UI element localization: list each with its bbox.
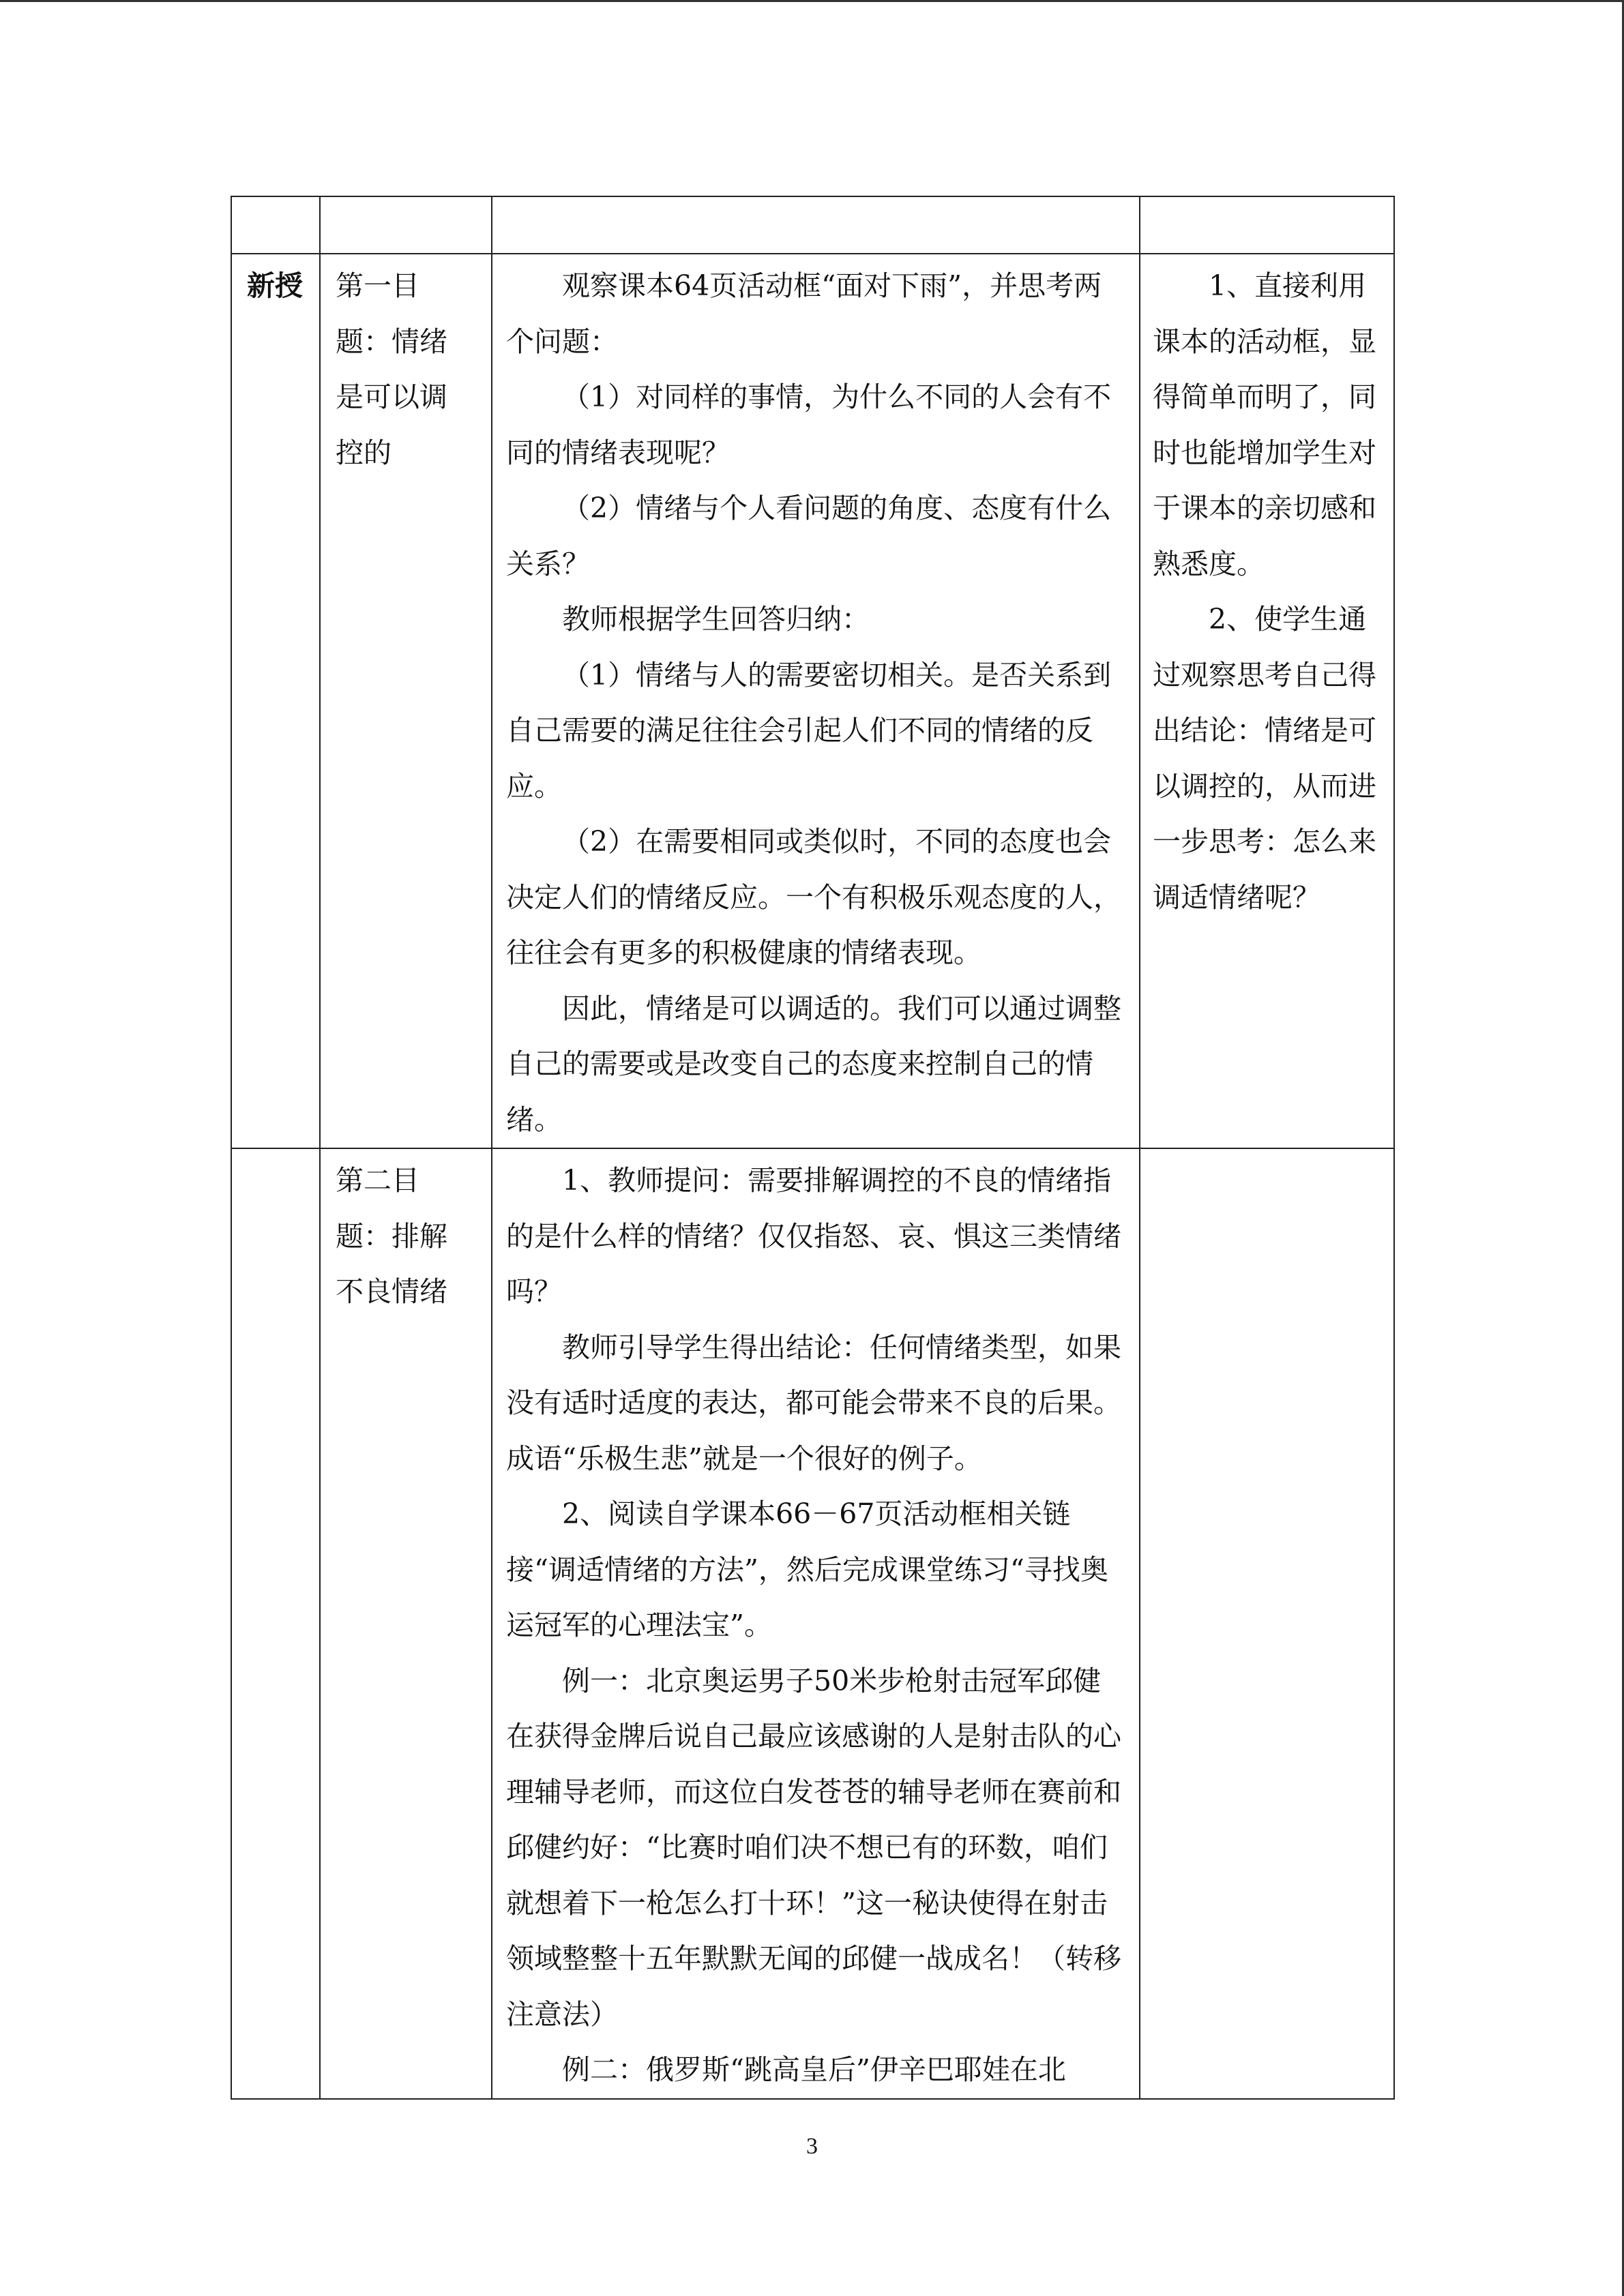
- activity-paragraph: （1）情绪与人的需要密切相关。是否关系到自己需要的满足往往会引起人们不同的情绪的反应。: [506, 658, 1112, 803]
- activity-paragraph: 2、阅读自学课本66－67页活动框相关链接“调适情绪的方法”，然后完成课堂练习“寻找奥运冠军的心理法宝”。: [506, 1497, 1108, 1641]
- page-number: 3: [806, 2134, 818, 2159]
- topic-cell: [320, 254, 492, 1148]
- activity-cell: [492, 1148, 1140, 2099]
- stage-label: [232, 1149, 319, 1153]
- table-row: [231, 254, 1394, 1148]
- activity-paragraph: 例一：北京奥运男子50米步枪射击冠军邱健在获得金牌后说自己最应该感谢的人是射击队的心理辅导老师，而这位白发苍苍的辅导老师在赛前和邱健约好：“比赛时咱们决不想已有的环数，咱们就想着下一枪怎么打十环！”这一秘诀使得在射击领域整整十五年默默无闻的邱健一战成名！（转移注意法）: [506, 1664, 1121, 2031]
- topic-line: 题：情绪: [336, 325, 447, 358]
- intent-paragraph: 1、直接利用课本的活动框，显得简单而明了，同时也能增加学生对于课本的亲切感和熟悉度。: [1153, 269, 1376, 580]
- activity-paragraph: 1、教师提问：需要排解调控的不良的情绪指的是什么样的情绪？仅仅指怒、哀、惧这三类情绪吗？: [506, 1164, 1121, 1308]
- activity-paragraph: （2）在需要相同或类似时，不同的态度也会决定人们的情绪反应。一个有积极乐观态度的人，往往会有更多的积极健康的情绪表现。: [506, 825, 1121, 969]
- intent-paragraph: 2、使学生通过观察思考自己得出结论：情绪是可以调控的，从而进一步思考：怎么来调适情绪呢？: [1153, 603, 1376, 914]
- topic-line: 题：排解: [336, 1219, 447, 1253]
- topic-line: 控的: [336, 436, 392, 469]
- stage-cell: [231, 254, 320, 1148]
- table-row: [231, 1148, 1394, 2099]
- topic-line: 第二目: [336, 1164, 419, 1197]
- topic-line: 不良情绪: [336, 1275, 447, 1308]
- empty-cell: [231, 196, 320, 254]
- lesson-plan-table: [231, 196, 1395, 2100]
- empty-cell: [492, 196, 1140, 254]
- activity-paragraph: （2）情绪与个人看问题的角度、态度有什么关系？: [506, 492, 1112, 580]
- stage-label: 新授: [247, 269, 303, 302]
- empty-cell: [1140, 196, 1394, 254]
- activity-paragraph: 例二：俄罗斯“跳高皇后”伊辛巴耶娃在北: [562, 2053, 1066, 2086]
- activity-paragraph: 教师根据学生回答归纳：: [562, 603, 870, 636]
- intent-cell: [1140, 1148, 1394, 2099]
- topic-cell: [320, 1148, 492, 2099]
- topic-line: 第一目: [336, 269, 419, 302]
- stage-cell: [231, 1148, 320, 2099]
- activity-paragraph: 因此，情绪是可以调适的。我们可以通过调整自己的需要或是改变自己的态度来控制自己的情绪。: [506, 992, 1121, 1136]
- activity-paragraph: 观察课本64页活动框“面对下雨”，并思考两个问题：: [506, 269, 1102, 358]
- activity-paragraph: 教师引导学生得出结论：任何情绪类型，如果没有适时适度的表达，都可能会带来不良的后果。成语“乐极生悲”就是一个很好的例子。: [506, 1330, 1121, 1475]
- table-row: [231, 196, 1394, 254]
- page-top-border: [0, 0, 1624, 2]
- activity-paragraph: （1）对同样的事情，为什么不同的人会有不同的情绪表现呢？: [506, 381, 1112, 469]
- topic-line: 是可以调: [336, 381, 447, 413]
- activity-cell: [492, 254, 1140, 1148]
- intent-cell: [1140, 254, 1394, 1148]
- empty-cell: [320, 196, 492, 254]
